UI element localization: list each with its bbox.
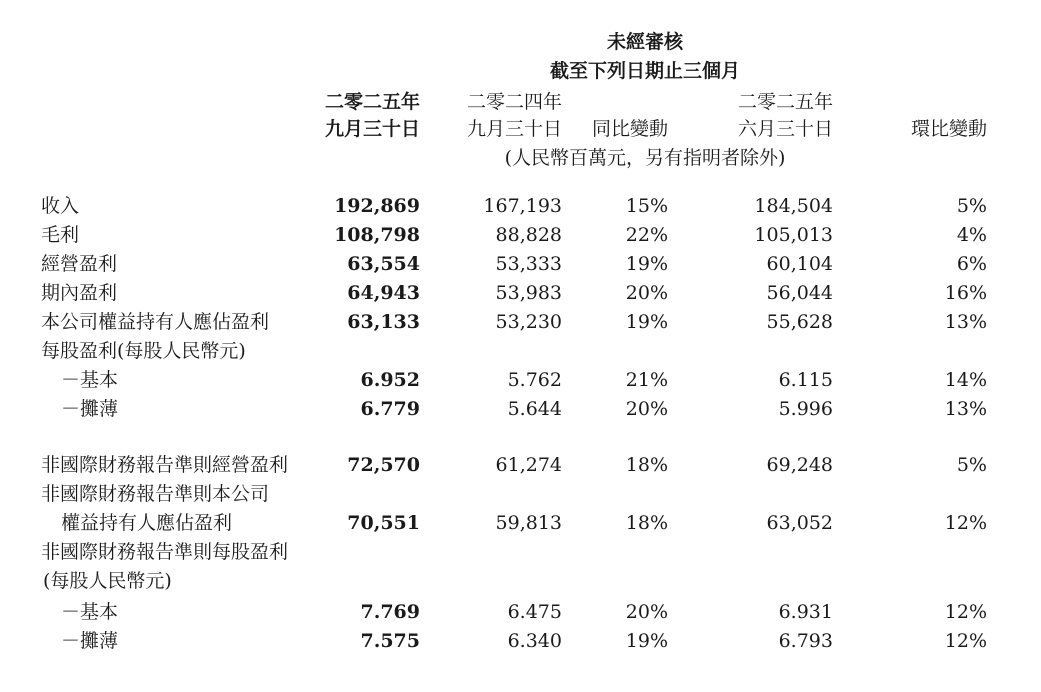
value-q3-2025: 192,869 (334, 195, 420, 217)
row-label: －基本 (61, 369, 119, 391)
header-col2-year: 二零二四年 (466, 91, 562, 113)
table-row-heading (0, 567, 1041, 595)
value-qoq: 5% (956, 195, 987, 217)
value-yoy: 18% (625, 512, 668, 534)
row-label: 毛利 (41, 224, 80, 246)
value-qoq: 12% (944, 601, 987, 623)
header-col4-date: 六月三十日 (737, 118, 833, 140)
row-label: 本公司權益持有人應佔盈利 (41, 311, 270, 333)
value-yoy: 20% (625, 601, 668, 623)
table-row (0, 451, 1041, 479)
table-row (0, 308, 1041, 336)
table-row (0, 509, 1041, 537)
table-row-heading (0, 480, 1041, 508)
row-label: 非國際財務報告準則經營盈利 (41, 454, 289, 476)
value-yoy: 18% (625, 454, 668, 476)
row-label: 經營盈利 (41, 253, 118, 275)
value-q3-2024: 53,333 (495, 253, 562, 275)
table-row (0, 192, 1041, 220)
value-yoy: 20% (625, 282, 668, 304)
value-q2-2025: 63,052 (766, 512, 833, 534)
row-label: 非國際財務報告準則每股盈利 (41, 541, 289, 563)
table-row-heading (0, 538, 1041, 566)
value-q3-2024: 53,230 (495, 311, 562, 333)
value-q2-2025: 60,104 (766, 253, 833, 275)
value-qoq: 13% (944, 398, 987, 420)
value-q2-2025: 6.115 (778, 369, 833, 391)
value-q2-2025: 69,248 (766, 454, 833, 476)
value-q3-2024: 167,193 (483, 195, 562, 217)
header-period: 截至下列日期止三個月 (549, 60, 740, 82)
table-row (0, 279, 1041, 307)
value-q2-2025: 105,013 (754, 224, 833, 246)
header-unit-note: (人民幣百萬元，另有指明者除外) (504, 147, 786, 169)
value-q3-2025: 108,798 (334, 224, 420, 246)
value-qoq: 4% (956, 224, 987, 246)
row-label: －攤薄 (61, 630, 119, 652)
header-col2-date: 九月三十日 (466, 118, 562, 140)
value-qoq: 5% (956, 454, 987, 476)
value-qoq: 14% (944, 369, 987, 391)
value-q3-2025: 6.952 (360, 369, 420, 391)
table-row (0, 250, 1041, 278)
value-yoy: 19% (625, 253, 668, 275)
row-label: －基本 (61, 601, 119, 623)
table-row-heading (0, 337, 1041, 365)
value-q3-2025: 72,570 (347, 454, 420, 476)
value-yoy: 21% (625, 369, 668, 391)
header-unaudited: 未經審核 (606, 31, 683, 53)
row-label: －攤薄 (61, 398, 119, 420)
value-q2-2025: 184,504 (754, 195, 833, 217)
value-q2-2025: 5.996 (778, 398, 833, 420)
table-row (0, 395, 1041, 423)
row-label: 權益持有人應佔盈利 (61, 512, 233, 534)
value-q3-2024: 5.644 (507, 398, 562, 420)
row-label: (每股人民幣元) (43, 570, 172, 592)
value-q3-2024: 61,274 (495, 454, 562, 476)
table-row (0, 598, 1041, 626)
value-qoq: 12% (944, 630, 987, 652)
value-q3-2024: 6.475 (507, 601, 562, 623)
value-q3-2025: 63,133 (347, 311, 420, 333)
header-col5-qoq: 環比變動 (910, 118, 987, 140)
value-q3-2025: 6.779 (360, 398, 420, 420)
row-label: 非國際財務報告準則本公司 (41, 483, 270, 505)
value-qoq: 6% (956, 253, 987, 275)
value-q3-2024: 59,813 (495, 512, 562, 534)
value-yoy: 19% (625, 311, 668, 333)
header-col4-year: 二零二五年 (737, 91, 833, 113)
value-q3-2025: 7.769 (360, 601, 420, 623)
value-q3-2025: 70,551 (347, 512, 420, 534)
table-row (0, 627, 1041, 655)
value-yoy: 15% (625, 195, 668, 217)
value-yoy: 20% (625, 398, 668, 420)
value-q2-2025: 56,044 (766, 282, 833, 304)
value-q3-2025: 63,554 (347, 253, 420, 275)
value-q2-2025: 6.793 (778, 630, 833, 652)
value-yoy: 22% (625, 224, 668, 246)
table-row (0, 221, 1041, 249)
header-col1-date: 九月三十日 (324, 118, 420, 140)
row-label: 每股盈利(每股人民幣元) (41, 340, 246, 362)
header-col3-yoy: 同比變動 (591, 118, 668, 140)
row-label: 期內盈利 (41, 282, 118, 304)
value-q3-2024: 88,828 (495, 224, 562, 246)
value-qoq: 13% (944, 311, 987, 333)
value-qoq: 12% (944, 512, 987, 534)
value-q3-2024: 53,983 (495, 282, 562, 304)
value-q3-2024: 5.762 (507, 369, 562, 391)
value-q2-2025: 6.931 (778, 601, 833, 623)
value-q2-2025: 55,628 (766, 311, 833, 333)
value-yoy: 19% (625, 630, 668, 652)
row-label: 收入 (41, 195, 80, 217)
value-q3-2024: 6.340 (507, 630, 562, 652)
value-qoq: 16% (944, 282, 987, 304)
value-q3-2025: 64,943 (347, 282, 420, 304)
header-col1-year: 二零二五年 (324, 91, 420, 113)
table-row (0, 366, 1041, 394)
watermark-blur (440, 652, 600, 678)
value-q3-2025: 7.575 (360, 630, 420, 652)
